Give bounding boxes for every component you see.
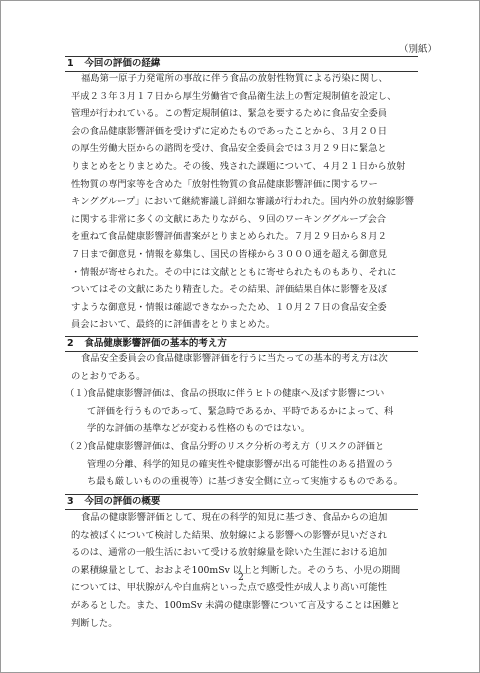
paragraph-line: 学的な評価の基準などが変わる性格のものではない。 xyxy=(87,423,311,435)
list-item xyxy=(65,438,431,491)
section-number: 1 xyxy=(67,58,74,69)
section-body-2 xyxy=(65,350,431,491)
list-item-label: （１） xyxy=(65,388,93,400)
paragraph-line: ・情報が寄せられた。その中には文献とともに寄せられたものもあり、それに xyxy=(71,266,397,278)
paragraph-line: の累積線量として、おおよそ100mSv 以上と判断した。そのうち、小児の期間 xyxy=(71,564,401,576)
paragraph-line: 的な被ばくについて検討した結果、放射線による影響への影響が見いだされ xyxy=(71,529,387,541)
paragraph-line: 員会において、最終的に評価書をとりまとめた。 xyxy=(71,319,276,331)
section-body-3 xyxy=(71,509,431,632)
paragraph-line: 食品健康影響評価は、食品分野のリスク分析の考え方（リスクの評価と xyxy=(87,440,385,452)
paragraph-line: 食品の健康影響評価として、現在の科学的知見に基づき、食品からの追加 xyxy=(81,512,388,523)
paragraph-line: 食品健康影響評価は、食品の摂取に伴うヒトの健康へ及ぼす影響につい xyxy=(87,388,385,400)
paragraph-line: るのは、通常の一般生活において受ける放射線量を除いた生涯における追加 xyxy=(71,547,388,559)
paragraph-line: ち最も厳しいものの重視等）に基づき安全側に立って実施するものである。 xyxy=(87,476,404,488)
paragraph-line: て評価を行うものであって、緊急時であるか、平時であるかによって、科 xyxy=(87,405,394,417)
paragraph-line: ７日まで御意見・情報を募集し、国民の皆様から３０００通を超える御意見 xyxy=(71,248,388,260)
section-body-1 xyxy=(71,70,431,334)
paragraph-line: 管理が行われている。この暫定規制値は、緊急を要するために食品安全委員 xyxy=(71,108,388,120)
paragraph-line: については、甲状腺がんや白血病といった点で感受性が成人より高い可能性 xyxy=(71,582,387,594)
paragraph-line: を重ねて食品健康影響評価書案がとりまとめられた。７月２９日から８月２ xyxy=(71,231,387,243)
paragraph-line: 福島第一原子力発電所の事故に伴う食品の放射性物質による汚染に関し、 xyxy=(81,73,388,84)
paragraph-line: 管理の分離、科学的知見の確実性や健康影響が出る可能性のある措置のう xyxy=(87,458,394,470)
section-title: 食品健康影響評価の基本的考え方 xyxy=(84,338,227,349)
paragraph-line: 食品安全委員会の食品健康影響評価を行うに当たっての基本的考え方は次 xyxy=(81,353,388,364)
list-item xyxy=(65,385,431,438)
paragraph-line: すような御意見・情報は確認できなかったため、１０月２７日の食品安全委 xyxy=(71,301,387,313)
list-item-label: （２） xyxy=(65,440,93,452)
paragraph-line: 性物質の専門家等を含めた「放射性物質の食品健康影響評価に関するワー xyxy=(71,178,378,190)
paragraph-line: のとおりである。 xyxy=(71,370,146,382)
paragraph-line: りまとめをとりまとめた。その後、残された課題について、４月２１日から放射 xyxy=(71,160,406,172)
page-number: 2 xyxy=(238,573,244,583)
section-number: 3 xyxy=(67,496,74,507)
paragraph-line: ついてはその文献にあたり精査した。その結果、評価結果自体に影響を及ぼ xyxy=(71,284,388,296)
paragraph-line: があるとした。また、100mSv 未満の健康影響について言及することは困難と xyxy=(71,599,401,611)
section-heading-3 xyxy=(65,494,418,510)
section-number: 2 xyxy=(67,338,74,349)
section-title: 今回の評価の経緯 xyxy=(84,58,161,69)
paragraph-line: の厚生労働大臣からの諮問を受け、食品安全委員会では３月２９日に緊急と xyxy=(71,143,387,155)
attachment-note: （別紙） xyxy=(398,44,437,55)
paragraph-line: 判断した。 xyxy=(71,617,118,629)
section-title: 今回の評価の概要 xyxy=(84,496,161,507)
paragraph-line: 平成２３年３月１７日から厚生労働省で食品衛生法上の暫定規制値を設定し、 xyxy=(71,90,397,102)
paragraph-line: キンググループ」において継続審議し詳細な審議が行われた。国内外の放射線影響 xyxy=(71,196,414,208)
paragraph-line: 会の食品健康影響評価を受けずに定めたものであったことから、３月２０日 xyxy=(71,125,388,137)
paragraph-line: に関する非常に多くの文献にあたりながら、９回のワーキンググループ会合 xyxy=(71,213,387,225)
